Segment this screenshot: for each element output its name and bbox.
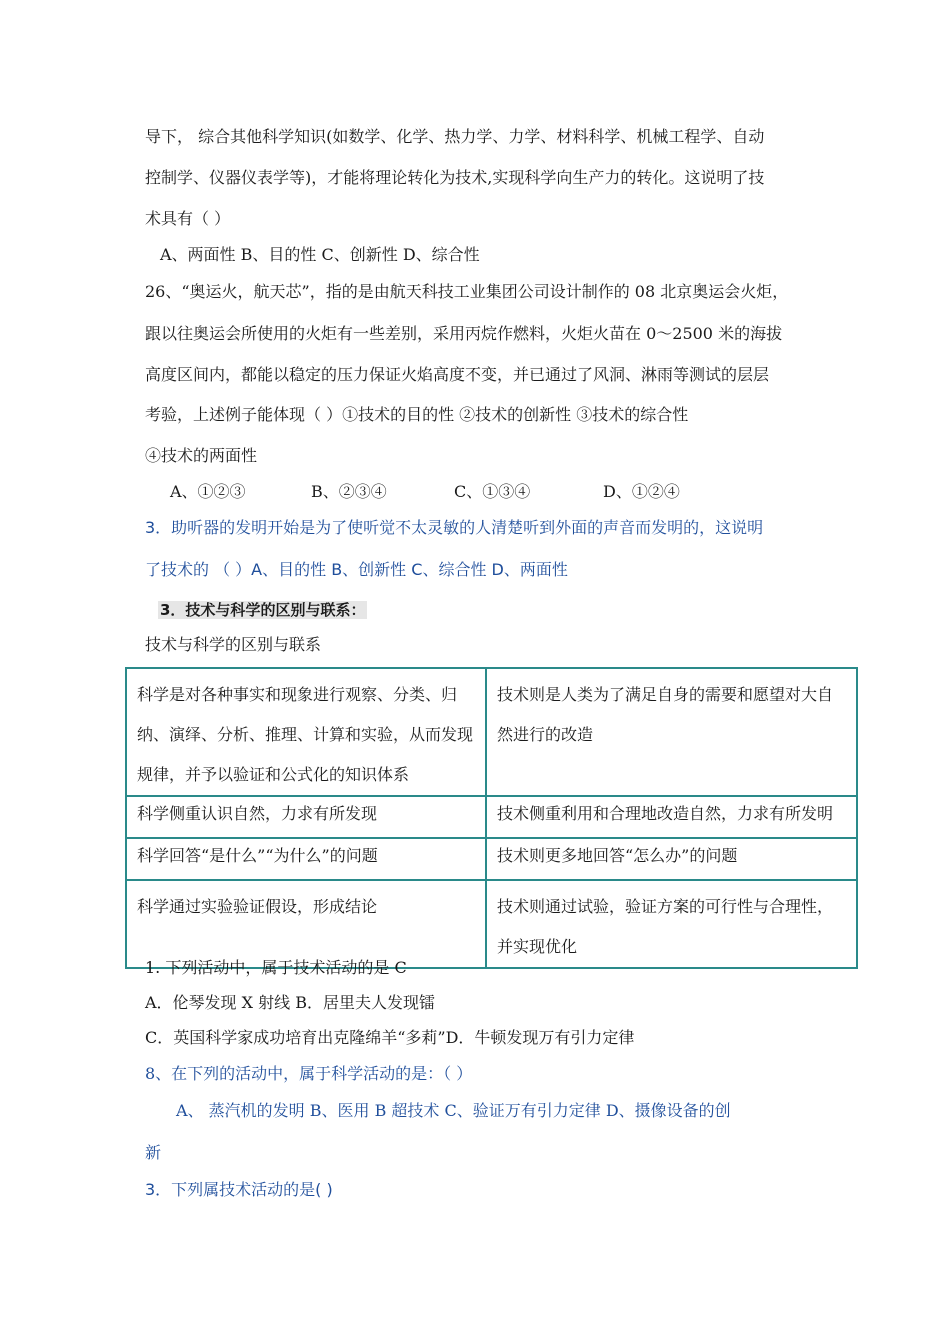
technology-cell: 技术则通过试验，验证方案的可行性与合理性，并实现优化 bbox=[486, 880, 857, 968]
table-row bbox=[126, 668, 857, 796]
q26-line-4: 考验，上述例子能体现（ ）①技术的目的性 ②技术的创新性 ③技术的综合性 bbox=[145, 405, 689, 424]
table-row bbox=[126, 796, 857, 838]
science-cell: 科学侧重认识自然，力求有所发现 bbox=[126, 796, 486, 838]
q26-option-d: D、①②④ bbox=[603, 482, 680, 501]
science-cell: 科学通过实验验证假设，形成结论 bbox=[126, 880, 486, 968]
q8-line-3: 新 bbox=[145, 1143, 162, 1162]
q26-option-a: A、①②③ bbox=[170, 482, 246, 501]
q26-option-c: C、①③④ bbox=[454, 482, 531, 501]
technology-cell: 技术则是人类为了满足自身的需要和愿望对大自然进行的改造 bbox=[486, 668, 857, 796]
technology-cell: 技术侧重利用和合理地改造自然，力求有所发明 bbox=[486, 796, 857, 838]
q3b-line-1: 3．下列属技术活动的是( ) bbox=[145, 1180, 333, 1199]
q25-line-2: 控制学、仪器仪表学等)，才能将理论转化为技术,实现科学向生产力的转化。这说明了技 bbox=[145, 168, 765, 187]
q26-option-b: B、②③④ bbox=[311, 482, 387, 501]
q25-line-1: 导下， 综合其他科学知识(如数学、化学、热力学、力学、材料科学、机械工程学、自动 bbox=[145, 127, 765, 146]
q8-line-2: A、 蒸汽机的发明 B、医用 B 超技术 C、验证万有引力定律 D、摄像设备的创 bbox=[176, 1101, 731, 1120]
table-row bbox=[126, 880, 857, 968]
section-subheading: 技术与科学的区别与联系 bbox=[145, 635, 322, 654]
science-cell: 科学是对各种事实和现象进行观察、分类、归纳、演绎、分析、推理、计算和实验，从而发现规律，并予以验证和公式化的知识体系 bbox=[126, 668, 486, 796]
comparison-table bbox=[125, 667, 858, 969]
q26-line-5: ④技术的两面性 bbox=[145, 446, 258, 465]
q1-line-2: A．伦琴发现 X 射线 B．居里夫人发现镭 bbox=[145, 993, 435, 1012]
q3a-line-2: 了技术的 （ ）A、目的性 B、创新性 C、综合性 D、两面性 bbox=[145, 560, 568, 579]
table-row bbox=[126, 838, 857, 880]
q1-line-1: 1. 下列活动中，属于技术活动的是 C bbox=[145, 958, 407, 977]
technology-cell: 技术则更多地回答“怎么办”的问题 bbox=[486, 838, 857, 880]
q3a-line-1: 3．助听器的发明开始是为了使听觉不太灵敏的人清楚听到外面的声音而发明的，这说明 bbox=[145, 518, 764, 537]
q25-options: A、两面性 B、目的性 C、创新性 D、综合性 bbox=[160, 245, 480, 264]
science-cell: 科学回答“是什么”“为什么”的问题 bbox=[126, 838, 486, 880]
q26-line-1: 26、“奥运火，航天芯”，指的是由航天科技工业集团公司设计制作的 08 北京奥运会火炬， bbox=[145, 282, 789, 301]
q26-line-3: 高度区间内，都能以稳定的压力保证火焰高度不变，并已通过了风洞、淋雨等测试的层层 bbox=[145, 365, 770, 384]
section-heading: 3．技术与科学的区别与联系： bbox=[160, 601, 366, 619]
q25-line-3: 术具有（ ） bbox=[145, 209, 231, 228]
q26-line-2: 跟以往奥运会所使用的火炬有一些差别，采用丙烷作燃料，火炬火苗在 0～2500 米的海拔 bbox=[145, 324, 783, 343]
q8-line-1: 8、在下列的活动中，属于科学活动的是：（ ） bbox=[145, 1064, 473, 1083]
q1-line-3: C．英国科学家成功培育出克隆绵羊“多莉”D．牛顿发现万有引力定律 bbox=[145, 1028, 635, 1047]
